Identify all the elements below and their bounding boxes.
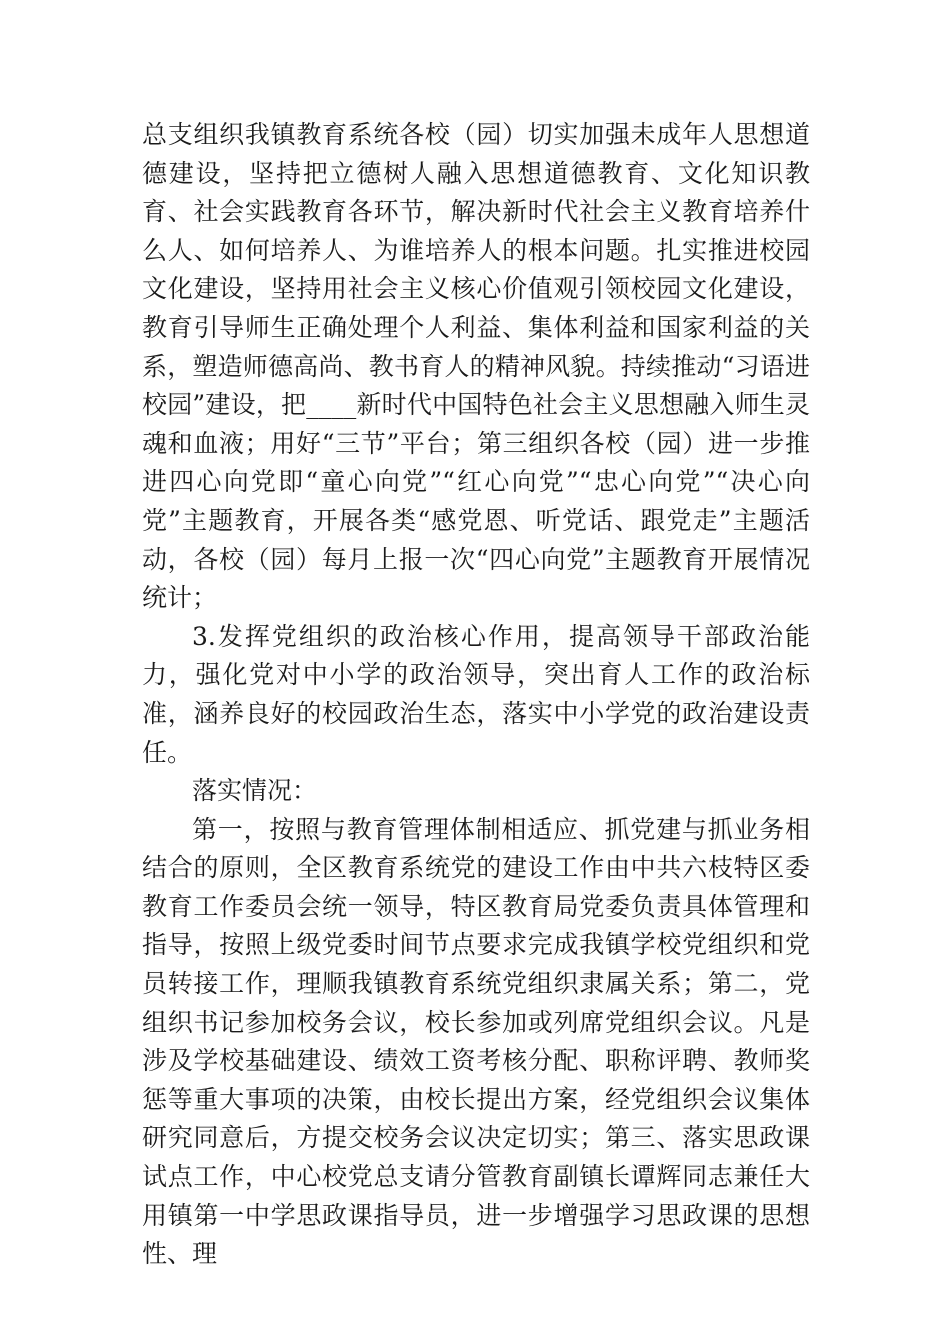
paragraph-3: 落实情况： xyxy=(192,776,318,806)
paragraph-4: 第一，按照与教育管理体制相适应、抓党建与抓业务相结合的原则，全区教育系统党的建设工作由中共六枝特区委教育工作委员会统一领导，特区教育局党委负责具体管理和指导，按照上级党委时间节点要求完成我镇学校党组织和党员转接工作，理顺我镇教育系统党组织隶属关系；第二，党组织书记参加校务会议，校长参加或列席党组织会议。凡是涉及学校基础建设、绩效工资考核分配、职称评聘、教师奖惩等重大事项的决策，由校长提出方案，经党组织会议集体研究同意后，方提交校务会议决定切实；第三、落实思政课试点工作，中心校党总支请分管教育副镇长谭辉同志兼任大用镇第一中学思政课指导员，进一步增强学习思政课的思想性、理 xyxy=(142,814,810,1269)
paragraph-1: 总支组织我镇教育系统各校（园）切实加强未成年人思想道德建设，坚持把立德树人融入思想道德教育、文化知识教育、社会实践教育各环节，解决新时代社会主义教育培养什么人、如何培养人、为谁培养人的根本问题。扎实推进校园文化建设，坚持用社会主义核心价值观引领校园文化建设，教育引导师生正确处理个人利益、集体利益和国家利益的关系，塑造师德高尚、教书育人的精神风貌。持续推动“习语进校园”建设，把____新时代中国特色社会主义思想融入师生灵魂和血液；用好“三节”平台；第三组织各校（园）进一步推进四心向党即“童心向党”“红心向党”“忠心向党”“决心向党”主题教育，开展各类“感党恩、听党话、跟党走”主题活动，各校（园）每月上报一次“四心向党”主题教育开展情况统计； xyxy=(142,120,810,613)
paragraph-2: 3.发挥党组织的政治核心作用，提高领导干部政治能力，强化党对中小学的政治领导，突出育人工作的政治标准，涵养良好的校园政治生态，落实中小学党的政治建设责任。 xyxy=(142,621,810,767)
document-body xyxy=(142,116,810,1274)
